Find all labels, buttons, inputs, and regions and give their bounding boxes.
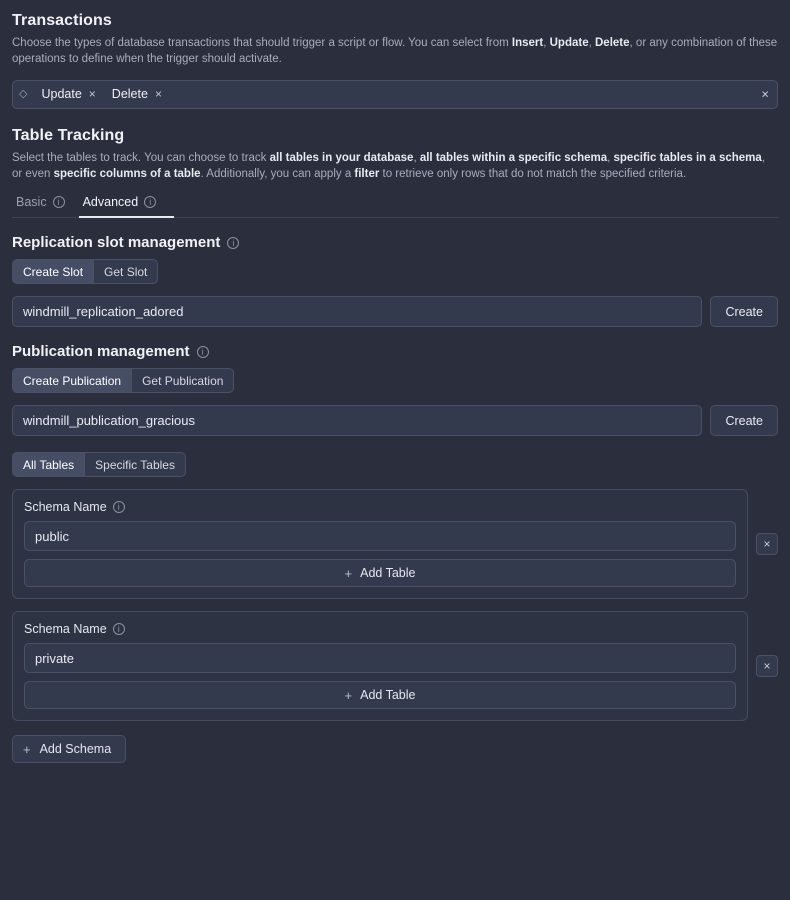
schema-name-label: Schema Name	[24, 500, 107, 515]
replication-slot-row	[12, 296, 778, 327]
transactions-sep-1: ,	[543, 37, 550, 49]
schema-label-row	[24, 622, 736, 636]
segment-all-tables[interactable]	[13, 453, 85, 476]
schema-name-input[interactable]	[24, 521, 736, 551]
transactions-bold-update: Update	[549, 37, 589, 49]
transactions-desc-post: , or any combination of these operations to define when the trigger should activate.	[12, 37, 778, 65]
publication-header	[12, 343, 778, 360]
tab-basic[interactable]	[12, 188, 79, 218]
schema-name-label: Schema Name	[24, 622, 107, 637]
tab-label: Basic	[16, 195, 47, 210]
tt-bold-1: all tables in your database	[269, 151, 414, 164]
selected-tag-delete[interactable]	[106, 86, 166, 102]
tt-desc-3: ,	[607, 151, 614, 164]
info-icon[interactable]: i	[53, 196, 65, 208]
remove-schema-button[interactable]: ×	[756, 533, 778, 555]
remove-schema-button[interactable]: ×	[756, 655, 778, 677]
schema-card	[12, 611, 748, 721]
add-table-button[interactable]	[24, 681, 736, 709]
tt-desc-6: to retrieve only rows that do not match the specified criteria.	[379, 167, 687, 180]
tt-desc-2: ,	[413, 151, 420, 164]
publication-title: Publication management	[12, 343, 190, 361]
replication-slot-title: Replication slot management	[12, 234, 221, 252]
plus-icon: +	[344, 565, 353, 581]
publication-scope-toggle	[12, 452, 186, 477]
tag-label: Delete	[111, 87, 148, 102]
transactions-bold-delete: Delete	[595, 37, 630, 49]
tab-label: Advanced	[82, 195, 139, 210]
info-icon[interactable]: i	[144, 196, 156, 208]
transactions-multiselect[interactable]	[12, 80, 778, 109]
publication-mode-toggle	[12, 368, 234, 393]
tt-bold-4: specific columns of a table	[53, 167, 201, 180]
tt-desc-5: . Additionally, you can apply a	[200, 167, 355, 180]
segment-label: Get Publication	[142, 373, 224, 388]
clear-all-icon[interactable]: ×	[761, 86, 769, 102]
plus-icon: +	[344, 687, 353, 703]
transactions-desc-pre: Choose the types of database transactions that should trigger a script or flow. You can select from	[12, 37, 512, 49]
tt-bold-3: specific tables in a schema	[613, 151, 762, 164]
add-schema-button[interactable]	[12, 735, 126, 763]
create-slot-button[interactable]: Create	[710, 296, 778, 327]
segment-label: Create Slot	[23, 264, 84, 279]
transactions-description	[12, 36, 778, 68]
schema-entry	[12, 489, 778, 599]
replication-slot-header	[12, 234, 778, 251]
replication-slot-mode-toggle	[12, 259, 158, 284]
transactions-sep-2: ,	[588, 37, 595, 49]
selected-tag-update[interactable]	[35, 86, 99, 102]
tt-bold-2: all tables within a specific schema	[419, 151, 608, 164]
add-schema-label: Add Schema	[39, 742, 112, 757]
segment-label: Get Slot	[104, 264, 148, 279]
table-tracking-title: Table Tracking	[12, 126, 125, 144]
transactions-title: Transactions	[12, 12, 112, 29]
close-icon[interactable]: ×	[154, 87, 162, 102]
tt-desc-1: Select the tables to track. You can choose to track	[12, 151, 270, 164]
add-table-label: Add Table	[360, 566, 416, 581]
segment-specific-tables[interactable]	[85, 453, 185, 476]
segment-create-publication[interactable]	[13, 369, 132, 392]
segment-create-slot[interactable]	[13, 260, 94, 283]
replication-slot-name-input[interactable]	[12, 296, 702, 327]
tt-desc-4: , or even	[12, 151, 766, 180]
schema-name-input[interactable]	[24, 643, 736, 673]
publication-name-input[interactable]	[12, 405, 702, 436]
info-icon[interactable]: i	[113, 623, 125, 635]
info-icon[interactable]: i	[227, 237, 239, 249]
segment-label: Specific Tables	[95, 457, 175, 472]
schema-card	[12, 489, 748, 599]
diamond-icon: ◇	[19, 87, 28, 100]
info-icon[interactable]: i	[113, 501, 125, 513]
plus-icon: +	[23, 741, 31, 757]
tt-bold-5: filter	[354, 167, 380, 180]
schema-entry	[12, 611, 778, 721]
add-table-button[interactable]	[24, 559, 736, 587]
create-publication-button[interactable]: Create	[710, 405, 778, 436]
tracking-mode-tabs	[12, 188, 778, 218]
tab-advanced[interactable]	[79, 188, 175, 218]
info-icon[interactable]: i	[197, 346, 209, 358]
add-table-label: Add Table	[360, 688, 416, 703]
segment-get-slot[interactable]	[94, 260, 157, 283]
segment-label: All Tables	[23, 457, 75, 472]
schema-label-row	[24, 500, 736, 514]
segment-get-publication[interactable]	[132, 369, 233, 392]
transactions-bold-insert: Insert	[511, 37, 544, 49]
close-icon[interactable]: ×	[88, 87, 96, 102]
table-tracking-description	[12, 151, 778, 183]
tag-label: Update	[41, 87, 82, 102]
publication-name-row	[12, 405, 778, 436]
segment-label: Create Publication	[23, 373, 122, 388]
